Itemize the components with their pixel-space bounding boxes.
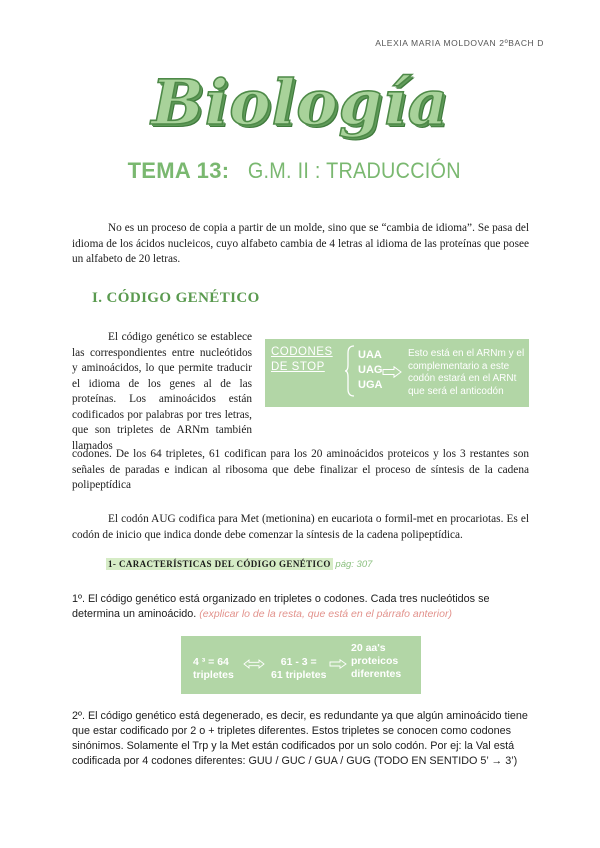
subject-title: Biología: [151, 66, 449, 139]
topic-title: [0, 158, 600, 184]
calc-total-triplets: 4 ³ = 64 tripletes: [193, 656, 234, 681]
topic-number: TEMA 13:: [127, 158, 230, 183]
genetic-code-continuation: codones. De los 64 tripletes, 61 codifican para los 20 aminoácidos proteicos y los 3 restantes son señales de paradas e indican al ribosoma que debe finalizar el proceso de síntesis de la cadena polipeptídica: [72, 448, 529, 491]
characteristic-1: [72, 592, 529, 622]
stop-codons-note: Esto está en el ARNm y el complementario a este codón estará en el ARNt que será el anticodón: [408, 348, 525, 397]
section-heading: I. CÓDIGO GENÉTICO: [92, 290, 260, 306]
codon-uga: UGA: [358, 379, 383, 391]
page-reference: pág: 307: [335, 559, 373, 570]
genetic-code-paragraph: El código genético se establece las correspondientes entre nucleótidos y aminoácidos, lo que permite traducir el idioma de los genes al de las proteínas. Los aminoácidos están codificados por palabras por tres letras, que son tripletes de ARNm también llamados: [72, 331, 252, 452]
author-header: ALEXIA MARIA MOLDOVAN 2ºBACH D: [375, 38, 544, 48]
stop-codon-list: [358, 348, 382, 393]
right-arrow-icon: [382, 366, 402, 378]
stop-codons-label: CODONES DE STOP: [271, 346, 333, 373]
aug-paragraph: El codón AUG codifica para Met (metionina) en eucariota o formil-met en procariotas. Es el codón de inicio que indica donde debe comenzar la síntesis de la cadena polipeptídica.: [72, 513, 529, 541]
triplet-calculation-box: [181, 636, 421, 694]
subsection-heading: [106, 559, 372, 570]
curly-brace-icon: [345, 345, 355, 397]
codon-uaa: UAA: [358, 349, 382, 361]
topic-name: G.M. II : TRADUCCIÓN: [247, 158, 461, 183]
right-arrow-icon: [329, 659, 347, 669]
calc-coding-triplets: 61 - 3 = 61 tripletes: [271, 656, 327, 681]
characteristic-1-text: 1º. El código genético está organizado en tripletes o codones. Cada tres nucleótidos se determina un aminoácido.: [72, 593, 490, 620]
characteristic-2: 2º. El código genético está degenerado, es decir, es redundante ya que algún aminoácido tiene que estar codificado por 2 o + tripletes diferentes. Estos tripletes se conocen como codones sinónimos. Solamente el Trp y la Met están codificados por un solo codón. Por ej: la Val está codificada por 4 codones diferentes: GUU / GUC / GUA / GUG (TODO EN SENTIDO 5’ → 3’): [72, 710, 528, 767]
stop-codons-box: [265, 339, 529, 407]
subsection-title: 1- CARACTERÍSTICAS DEL CÓDIGO GENÉTICO: [108, 559, 331, 569]
double-arrow-icon: [243, 659, 265, 669]
intro-paragraph: No es un proceso de copia a partir de un molde, sino que se “cambia de idioma”. Se pasa del idioma de los ácidos nucleicos, cuyo alfabeto cambia de 4 letras al idioma de las proteínas que posee un alfabeto de 20 letras.: [72, 222, 529, 265]
calc-amino-acids: 20 aa's proteicos diferentes: [351, 642, 402, 680]
codon-uag: UAG: [358, 364, 383, 376]
characteristic-1-note: (explicar lo de la resta, que está en el párrafo anterior): [199, 608, 452, 620]
